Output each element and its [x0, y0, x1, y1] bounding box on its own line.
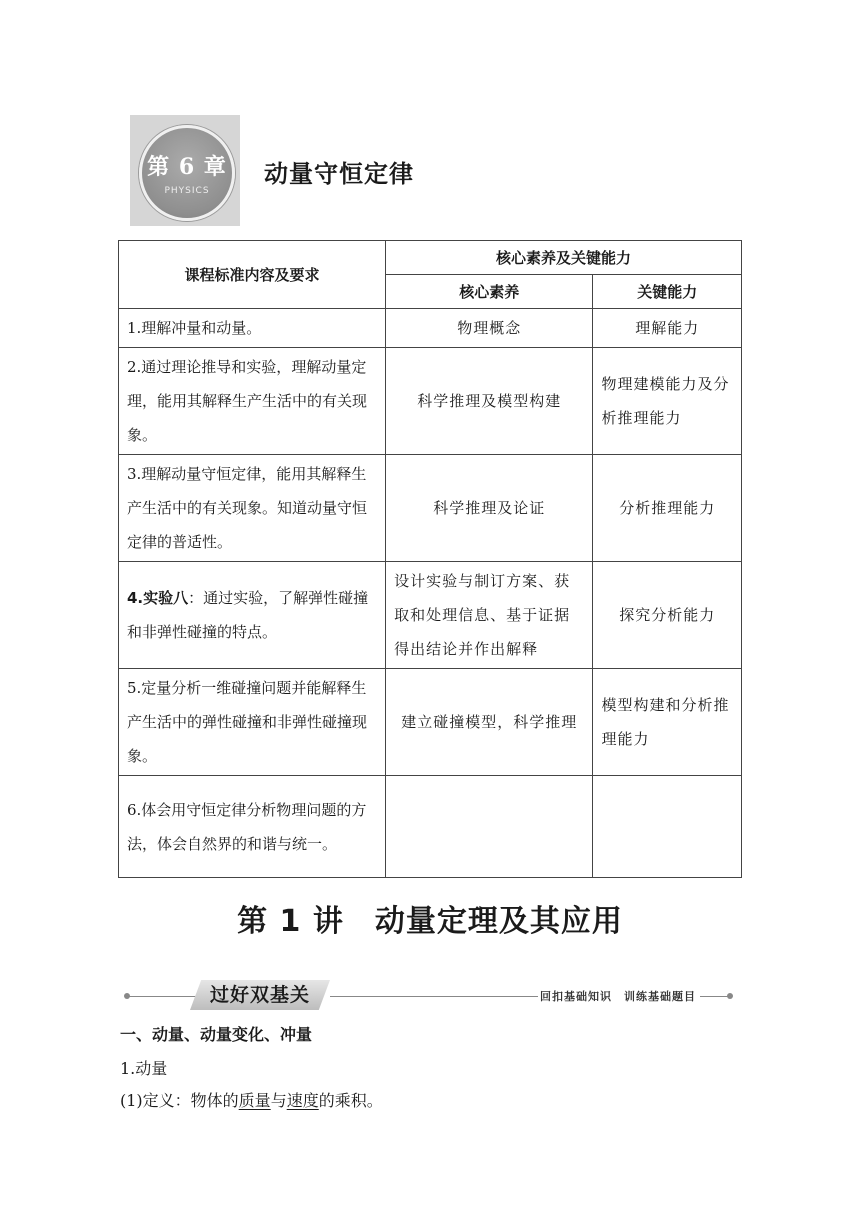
table-row — [119, 562, 742, 669]
core-cell: 建立碰撞模型，科学推理 — [386, 669, 593, 776]
banner-caption: 回扣基础知识 训练基础题目 — [540, 990, 696, 1003]
banner-dot — [727, 993, 733, 999]
table-row — [119, 309, 742, 348]
lesson-title: 第 1 讲 动量定理及其应用 — [237, 904, 623, 939]
key-cell: 探究分析能力 — [593, 562, 742, 669]
core-cell: 物理概念 — [386, 309, 593, 348]
requirement-cell: 3.理解动量守恒定律，能用其解释生产生活中的有关现象。知道动量守恒定律的普适性。 — [119, 455, 386, 562]
core-cell: 科学推理及模型构建 — [386, 348, 593, 455]
requirement-cell: 1.理解冲量和动量。 — [119, 309, 386, 348]
core-cell: 科学推理及论证 — [386, 455, 593, 562]
banner-divider — [330, 996, 538, 997]
requirement-text: ：通过实验，了解弹性碰撞和非弹性碰撞的特点。 — [127, 589, 369, 641]
key-cell: 分析推理能力 — [593, 455, 742, 562]
header-core: 核心素养 — [386, 275, 593, 309]
requirement-cell — [119, 562, 386, 669]
chapter-number: 第 6 章 — [147, 154, 227, 180]
key-cell: 物理建模能力及分析推理能力 — [593, 348, 742, 455]
requirement-cell: 6.体会用守恒定律分析物理问题的方法，体会自然界的和谐与统一。 — [119, 776, 386, 878]
key-cell — [593, 776, 742, 878]
banner-divider — [700, 996, 728, 997]
header-requirements: 课程标准内容及要求 — [119, 241, 386, 309]
definition-prefix: (1)定义：物体的 — [120, 1091, 239, 1110]
core-cell — [386, 776, 593, 878]
curriculum-table — [118, 240, 742, 878]
chapter-badge — [130, 115, 240, 226]
chapter-emblem — [139, 125, 235, 221]
header-key: 关键能力 — [593, 275, 742, 309]
definition-mid: 与 — [270, 1091, 287, 1110]
key-cell: 理解能力 — [593, 309, 742, 348]
definition-suffix: 的乘积。 — [318, 1091, 383, 1110]
core-cell: 设计实验与制订方案、获取和处理信息、基于证据得出结论并作出解释 — [386, 562, 593, 669]
key-cell: 模型构建和分析推理能力 — [593, 669, 742, 776]
sub-heading: 1.动量 — [120, 1059, 168, 1078]
table-row — [119, 776, 742, 878]
section-heading: 一、动量、动量变化、冲量 — [120, 1025, 313, 1044]
requirement-cell: 5.定量分析一维碰撞问题并能解释生产生活中的弹性碰撞和非弹性碰撞现象。 — [119, 669, 386, 776]
chapter-subject: PHYSICS — [164, 186, 210, 196]
requirement-cell: 2.通过理论推导和实验，理解动量定理，能用其解释生产生活中的有关现象。 — [119, 348, 386, 455]
table-row — [119, 669, 742, 776]
experiment-label: 4.实验八 — [127, 589, 189, 607]
term-mass: 质量 — [238, 1091, 271, 1110]
term-velocity: 速度 — [286, 1091, 319, 1110]
banner-label: 过好双基关 — [209, 984, 310, 1006]
table-row — [119, 348, 742, 455]
banner-divider — [127, 996, 197, 997]
chapter-title: 动量守恒定律 — [264, 160, 414, 188]
definition-line — [120, 1088, 383, 1111]
header-group: 核心素养及关键能力 — [386, 241, 742, 275]
table-row — [119, 455, 742, 562]
